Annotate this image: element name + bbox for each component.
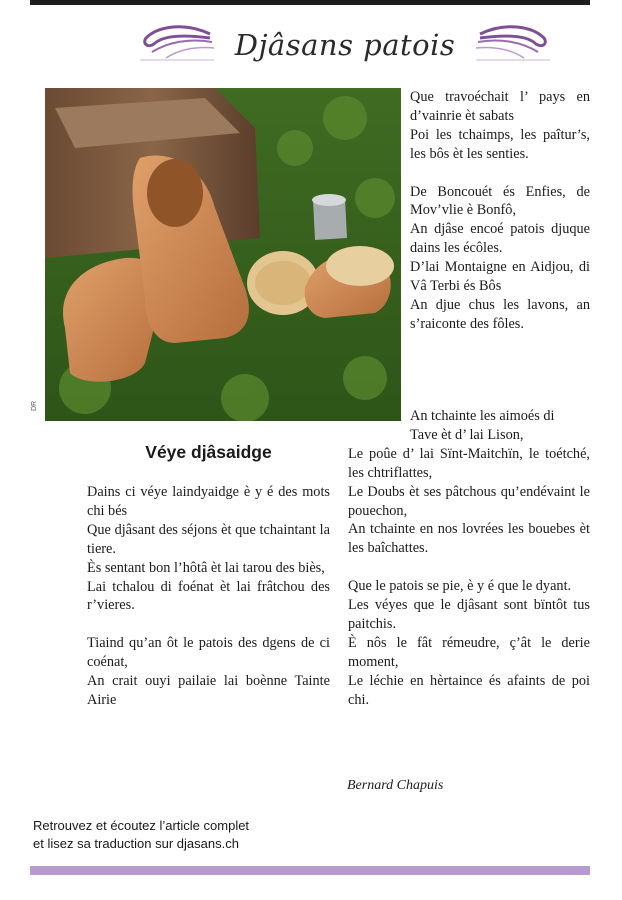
poem-line: Tave èt d’ lai Lison, [410,426,524,443]
author-signature: Bernard Chapuis [347,778,444,793]
poem-line: Que djâsant des séjons èt que tchaintant la tiere. [87,521,330,557]
poem-line: Que travoéchait l’ pays en d’vainrie èt sabats [410,89,590,124]
title-banner [140,14,550,72]
footer-note [33,817,249,853]
photo-wooden-clogs [45,88,401,421]
poem-right-bottom [348,407,590,728]
poem-line: Tiaind qu’an ôt le patois des dgens de ci coénat, [87,635,330,671]
poem-line: Le Doubs èt ses pâtchous qu’endévaint le pouechon, [348,483,590,519]
top-rule [30,0,590,5]
poem-line: An crait ouyi pailaie lai boènne Tainte Airie [87,673,330,708]
poem-line: Dains ci véye laindyaidge è y é des mots chi bés [87,484,330,519]
poem-line: Ès sentant bon l’hôtâ èt lai tarou des biès, [87,559,325,576]
page-title: Djâsans patois [234,28,456,62]
poem-line: Le léchie en hèrtaince és afaints de poi chi. [348,672,590,708]
stanza [348,426,590,558]
poem-line: An tchainte en nos lovrées les bouebes èt les baîchattes. [348,521,590,557]
poem-title: Véye djâsaidge [145,442,272,462]
footer-line: et lisez sa traduction sur djasans.ch [33,836,239,851]
poem-line: È nôs le fât rémeudre, ç’ât le derie moment, [348,634,590,670]
poem-line: An tchainte les aimoés di [410,408,555,424]
poem-line: An djâse encoé patois djuque dains les écôles. [410,221,590,257]
poem-line: D’lai Montaigne en Aidjou, di Vâ Terbi és Bôs [410,259,590,295]
bottom-rule [30,866,590,875]
poem-line: Le poûe d’ lai Sïnt-Maitchïn, le toétché, les chtriflattes, [348,445,590,481]
poem-line: An djue chus les lavons, an s’raiconte des fôles. [410,296,590,332]
poem-line: De Boncouét és Enfies, de Mov’vlie è Bonfô, [410,183,590,219]
poem-line: Lai tchalou di foénat èt lai frâtchou des r’vieres. [87,578,330,614]
stanza [410,183,590,334]
footer-line: Retrouvez et écoutez l’article complet [33,818,250,833]
poem-left-column [87,483,330,729]
photo-credit: DR [31,400,38,411]
poem-line: Poi les tchaimps, les paîtur’s, les bôs èt les senties. [410,126,590,162]
stanza [410,88,590,164]
poem-right-top [410,88,590,353]
stanza [87,634,330,710]
poem-line: Que le patois se pie, è y é que le dyant. [348,578,572,595]
stanza [348,577,590,709]
stanza [87,483,330,615]
poem-line: Les véyes que le djâsant sont bïntôt tus paitchis. [348,597,590,632]
